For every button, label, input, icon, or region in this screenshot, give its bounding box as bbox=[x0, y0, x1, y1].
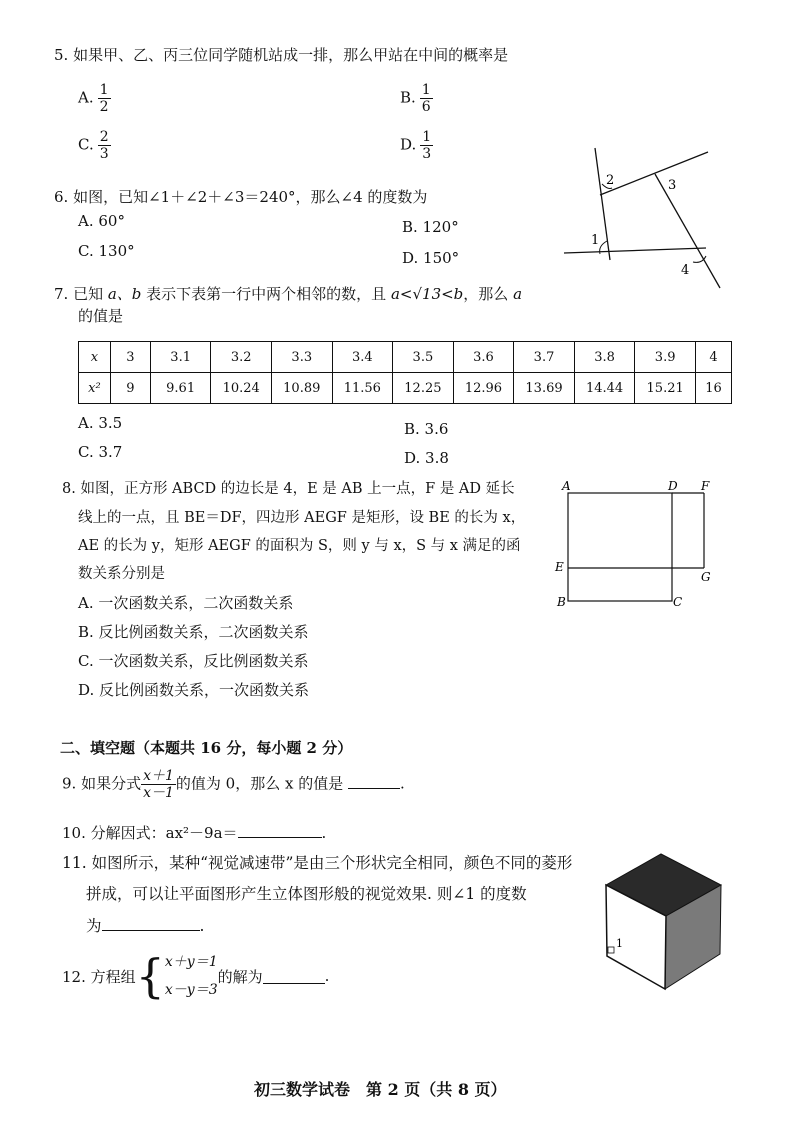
q6-label-1: 1 bbox=[591, 233, 600, 248]
q8-stem-line1: 8. 如图，正方形 ABCD 的边长是 4，E 是 AB 上一点，F 是 AD 延长 bbox=[62, 481, 515, 497]
page-footer: 初三数学试卷 第 2 页（共 8 页） bbox=[254, 1080, 507, 1099]
table-cell: 9.61 bbox=[150, 373, 211, 404]
table-cell: 12.25 bbox=[393, 373, 454, 404]
q12-answer-blank[interactable] bbox=[263, 983, 325, 984]
q8-label-b: B bbox=[557, 595, 566, 609]
q7-option-c: C. 3.7 bbox=[78, 443, 123, 461]
q7-option-d: D. 3.8 bbox=[404, 449, 449, 467]
table-row bbox=[79, 342, 732, 373]
table-cell: 3.2 bbox=[211, 342, 272, 373]
q8-stem-line2: 线上的一点，且 BE＝DF，四边形 AEGF 是矩形，设 BE 的长为 x， bbox=[78, 510, 526, 526]
q8-figure bbox=[552, 476, 722, 612]
q6-option-d: D. 150° bbox=[402, 249, 460, 267]
q5-option-a: A. $\frac{1}{2}$ bbox=[78, 82, 109, 116]
table-cell: 3.4 bbox=[332, 342, 393, 373]
table-cell: 3.8 bbox=[574, 342, 635, 373]
q11-answer-blank[interactable] bbox=[102, 930, 200, 931]
q11-stem-line3: 为 . bbox=[86, 917, 205, 935]
q8-stem-line4: 数关系分别是 bbox=[78, 566, 165, 582]
table-cell: 3 bbox=[110, 342, 150, 373]
q12-stem: 12. 方程组 { x＋y＝1 x－y＝3 的解为 . bbox=[62, 949, 330, 1003]
q7-table bbox=[78, 341, 732, 404]
table-cell: x bbox=[79, 342, 111, 373]
q9-stem: 9. 如果分式 $\frac{x+1}{x-1}$ 的值为 0，那么 x 的值是 . bbox=[62, 768, 405, 802]
table-cell: 12.96 bbox=[453, 373, 514, 404]
q7-stem-line2: 的值是 bbox=[78, 307, 124, 325]
q8-option-a: A. 一次函数关系，二次函数关系 bbox=[78, 594, 294, 612]
q11-cube-figure bbox=[602, 850, 728, 992]
q8-option-d: D. 反比例函数关系，一次函数关系 bbox=[78, 681, 310, 699]
table-cell: x² bbox=[79, 373, 111, 404]
q10-answer-blank[interactable] bbox=[238, 837, 322, 838]
q7-option-b: B. 3.6 bbox=[404, 420, 449, 438]
q5-option-d: D. $\frac{1}{3}$ bbox=[400, 129, 432, 163]
table-cell: 10.24 bbox=[211, 373, 272, 404]
q8-label-g: G bbox=[701, 570, 711, 584]
q6-figure bbox=[560, 140, 740, 290]
q8-label-d: D bbox=[668, 479, 678, 493]
q8-label-c: C bbox=[673, 595, 683, 609]
table-cell: 9 bbox=[110, 373, 150, 404]
table-cell: 13.69 bbox=[514, 373, 575, 404]
q7-stem: 7. 已知 a、b 表示下表第一行中两个相邻的数，且 a<√13<b，那么 a bbox=[54, 285, 523, 303]
table-cell: 3.9 bbox=[635, 342, 696, 373]
q5-stem: 5. 如果甲、乙、丙三位同学随机站成一排，那么甲站在中间的概率是 bbox=[54, 46, 509, 64]
q11-stem-line1: 11. 如图所示，某种“视觉减速带”是由三个形状完全相同，颜色不同的菱形 bbox=[62, 854, 573, 872]
q6-option-c: C. 130° bbox=[78, 242, 135, 260]
table-cell: 4 bbox=[695, 342, 731, 373]
table-cell: 15.21 bbox=[635, 373, 696, 404]
q8-label-f: F bbox=[701, 479, 710, 493]
table-cell: 3.7 bbox=[514, 342, 575, 373]
q5-option-b: B. $\frac{1}{6}$ bbox=[400, 82, 431, 116]
q6-label-2: 2 bbox=[606, 173, 615, 188]
q6-label-4: 4 bbox=[681, 263, 690, 278]
section-title: 二、填空题（本题共 16 分，每小题 2 分） bbox=[60, 739, 353, 757]
q7-option-a: A. 3.5 bbox=[78, 414, 123, 432]
q8-option-c: C. 一次函数关系，反比例函数关系 bbox=[78, 652, 309, 670]
q8-label-e: E bbox=[555, 560, 564, 574]
q6-option-a: A. 60° bbox=[78, 212, 125, 230]
q6-stem: 6. 如图，已知∠1＋∠2＋∠3＝240°，那么∠4 的度数为 bbox=[54, 188, 428, 206]
table-cell: 11.56 bbox=[332, 373, 393, 404]
table-row bbox=[79, 373, 732, 404]
table-cell: 10.89 bbox=[271, 373, 332, 404]
table-cell: 3.5 bbox=[393, 342, 454, 373]
q6-option-b: B. 120° bbox=[402, 218, 459, 236]
q5-option-c: C. $\frac{2}{3}$ bbox=[78, 129, 109, 163]
table-cell: 16 bbox=[695, 373, 731, 404]
q11-stem-line2: 拼成，可以让平面图形产生立体图形般的视觉效果. 则∠1 的度数 bbox=[86, 885, 527, 903]
table-cell: 3.1 bbox=[150, 342, 211, 373]
q11-label-1: 1 bbox=[616, 937, 623, 950]
table-cell: 14.44 bbox=[574, 373, 635, 404]
q8-stem-line3: AE 的长为 y，矩形 AEGF 的面积为 S，则 y 与 x，S 与 x 满足的函 bbox=[78, 538, 521, 554]
q8-label-a: A bbox=[562, 479, 571, 493]
q10-stem: 10. 分解因式：ax²－9a＝ . bbox=[62, 824, 327, 842]
table-cell: 3.6 bbox=[453, 342, 514, 373]
q9-answer-blank[interactable] bbox=[348, 788, 400, 789]
table-cell: 3.3 bbox=[271, 342, 332, 373]
q6-label-3: 3 bbox=[668, 178, 677, 193]
q8-option-b: B. 反比例函数关系，二次函数关系 bbox=[78, 623, 309, 641]
